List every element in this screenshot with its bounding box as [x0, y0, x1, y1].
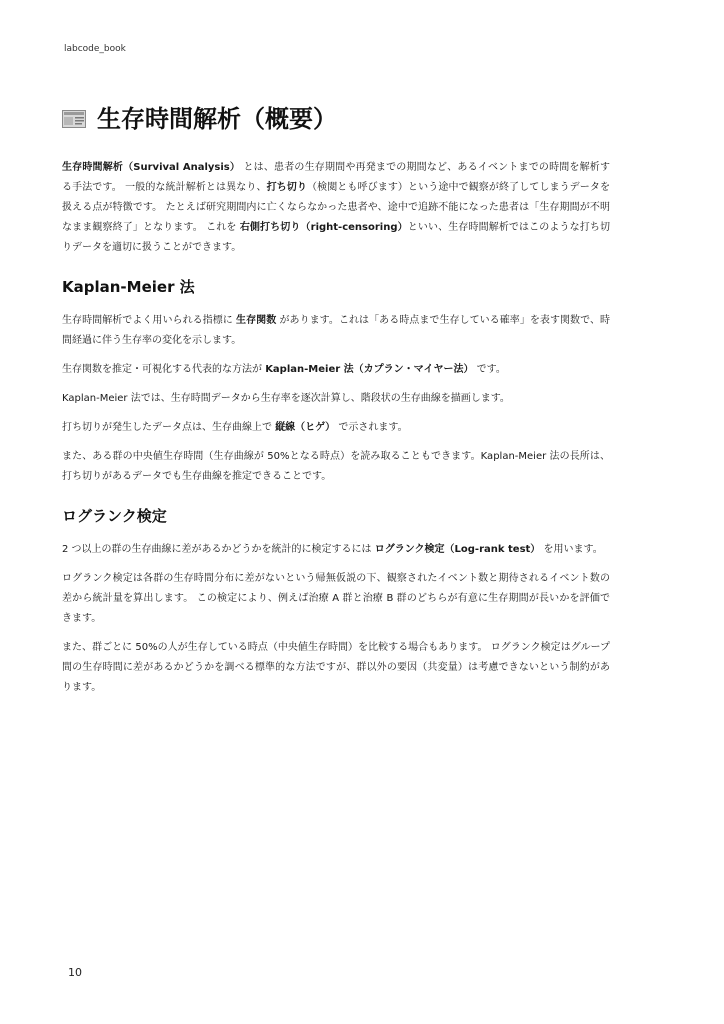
- logrank-text-1c: を用います。: [540, 544, 603, 555]
- logrank-paragraph-3: また、群ごとに 50%の人が生存している時点（中央値生存時間）を比較する場合もあります。 ログランク検定はグループ間の生存時間に差があるかどうかを調べる標準的な方法ですが、群以外の要因（共変量）は考慮できないという制約があります。: [62, 642, 610, 693]
- page-content: [62, 102, 610, 698]
- heading-log-rank: ログランク検定: [62, 507, 167, 525]
- kaplan-paragraph-1: [62, 311, 610, 351]
- term-survival-function: 生存関数: [236, 315, 277, 326]
- kaplan-text-4c: で示されます。: [335, 422, 408, 433]
- kaplan-text-2c: です。: [473, 364, 506, 375]
- term-right-censoring: 右側打ち切り（right-censoring）: [239, 222, 408, 233]
- kaplan-text-1c: があります。これは「ある時点まで生存している確率」を表す関数で、時間経過に伴う生存率の変化を示します。: [62, 315, 611, 346]
- term-tick-marks: 縦線（ヒゲ）: [275, 422, 336, 433]
- running-header: labcode_book: [64, 44, 126, 54]
- kaplan-text-1a: 生存時間解析でよく用いられる指標に: [62, 315, 237, 326]
- logrank-text-1a: 2 つ以上の群の生存曲線に差があるかどうかを統計的に検定するには: [62, 544, 375, 555]
- term-censoring: 打ち切り: [266, 182, 307, 193]
- logrank-paragraph-2: ログランク検定は各群の生存時間分布に差がないという帰無仮説の下、観察されたイベント数と期待されるイベント数の差から統計量を算出します。 この検定により、例えば治療 A 群と治療 B 群のどちらが有意に生存期間が長いかを評価できます。: [62, 573, 610, 624]
- page-title: 生存時間解析（概要）: [97, 105, 337, 133]
- kaplan-text-4a: 打ち切りが発生したデータ点は、生存曲線上で: [62, 422, 276, 433]
- kaplan-paragraph-3: Kaplan-Meier 法では、生存時間データから生存率を逐次計算し、階段状の生存曲線を描画します。: [62, 393, 510, 404]
- intro-paragraph: [62, 158, 610, 258]
- term-kaplan-meier: Kaplan-Meier 法（カプラン・マイヤー法）: [265, 364, 474, 375]
- heading-kaplan-meier: Kaplan-Meier 法: [62, 278, 195, 296]
- intro-text-2: （検閲とも呼びます）という途中で観察が終了してしまうデータを扱える点が特徴です。 たとえば研究期間内に亡くならなかった患者や、途中で追跡不能になった患者は「生存期間が不明なまま観察終了」となります。 これを: [62, 182, 610, 233]
- logrank-paragraph-1: [62, 540, 610, 560]
- title-row: [62, 102, 610, 136]
- intro-text-3: といい、生存時間解析ではこのような打ち切りデータを適切に扱うことができます。: [62, 222, 611, 253]
- intro-text-1: とは、患者の生存期間や再発までの期間など、あるイベントまでの時間を解析する手法です。 一般的な統計解析とは異なり、: [62, 162, 610, 193]
- kaplan-paragraph-5: また、ある群の中央値生存時間（生存曲線が 50%となる時点）を読み取ることもできます。Kaplan-Meier 法の長所は、打ち切りがあるデータでも生存曲線を推定できることです。: [62, 451, 610, 482]
- kaplan-paragraph-2: [62, 360, 610, 380]
- term-survival-analysis: 生存時間解析（Survival Analysis）: [62, 162, 241, 173]
- term-log-rank-test: ログランク検定（Log-rank test）: [374, 544, 541, 555]
- page-number: 10: [68, 966, 82, 979]
- kaplan-text-2a: 生存関数を推定・可視化する代表的な方法が: [62, 364, 266, 375]
- document-image-icon: [62, 110, 86, 128]
- kaplan-paragraph-4: [62, 418, 610, 438]
